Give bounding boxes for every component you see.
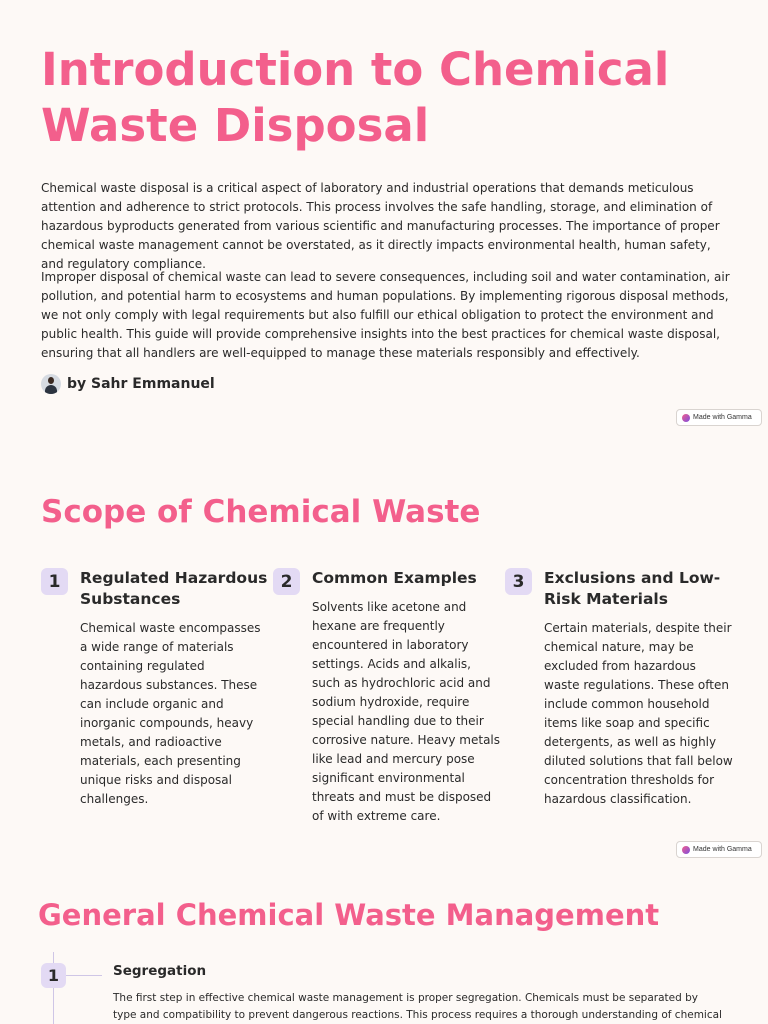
intro-paragraph-1: Chemical waste disposal is a critical aspect of laboratory and industrial operations that demands meticulous attention and adherence to strict protocols. This process involves the safe handling, storage, and elimination of hazardous byproducts generated from various scientific and manufacturing processes. The importance of proper chemical waste management cannot be overstated, as it directly impacts environmental health, human safety, and regulatory compliance. [41,181,720,271]
made-with-gamma-badge[interactable] [676,841,762,858]
scope-card-text: Chemical waste encompasses a wide range of materials containing regulated hazardous substances. These can include organic and inorganic compounds, heavy metals, and radioactive materials, each presenting unique risks and disposal challenges. [80,621,261,806]
scope-card-number: 1 [41,568,68,595]
step-title: Segregation [113,963,207,979]
scope-card-title: Regulated Hazardous Substances [80,569,268,608]
badge-label: Made with Gamma [693,414,752,421]
scope-heading: Scope of Chemical Waste [41,494,481,530]
page-title: Introduction to Chemical Waste Disposal [41,43,670,152]
scope-card-text: Certain materials, despite their chemical nature, may be excluded from hazardous waste regulations. These often include common household items like soap and specific detergents, as well as highly diluted solutions that fall below concentration thresholds for hazardous classification. [544,621,733,806]
management-heading: General Chemical Waste Management [38,898,660,932]
intro-paragraph-2: Improper disposal of chemical waste can lead to severe consequences, including soil and water contamination, air pollution, and potential harm to ecosystems and human populations. By implementing rigorous disposal methods, we not only comply with legal requirements but also fulfill our ethical obligation to protect the environment and public health. This guide will provide comprehensive insights into the best practices for chemical waste disposal, ensuring that all handlers are well-equipped to manage these materials responsibly and effectively. [41,270,730,360]
scope-card-text: Solvents like acetone and hexane are frequently encountered in laboratory settings. Acids and alkalis, such as hydrochloric acid and sodium hydroxide, require special handling due to their corrosive nature. Heavy metals like lead and mercury pose significant environmental threats and must be disposed of with extreme care. [312,600,501,823]
author-avatar [41,374,61,394]
timeline-connector [66,975,102,976]
step-text: The first step in effective chemical waste management is proper segregation. Chemicals must be separated by type and compatibility to prevent dangerous reactions. This process requires a thorough understanding of chemical [113,992,722,1021]
scope-card-number: 3 [505,568,532,595]
scope-card-number: 2 [273,568,300,595]
step-number: 1 [41,963,66,988]
author-name: by Sahr Emmanuel [67,376,215,392]
scope-card-title: Exclusions and Low-Risk Materials [544,569,721,608]
scope-card-title: Common Examples [312,569,477,587]
made-with-gamma-badge[interactable] [676,409,762,426]
gamma-logo-icon [682,846,690,854]
badge-label: Made with Gamma [693,846,752,853]
gamma-logo-icon [682,414,690,422]
author-byline [41,373,215,395]
